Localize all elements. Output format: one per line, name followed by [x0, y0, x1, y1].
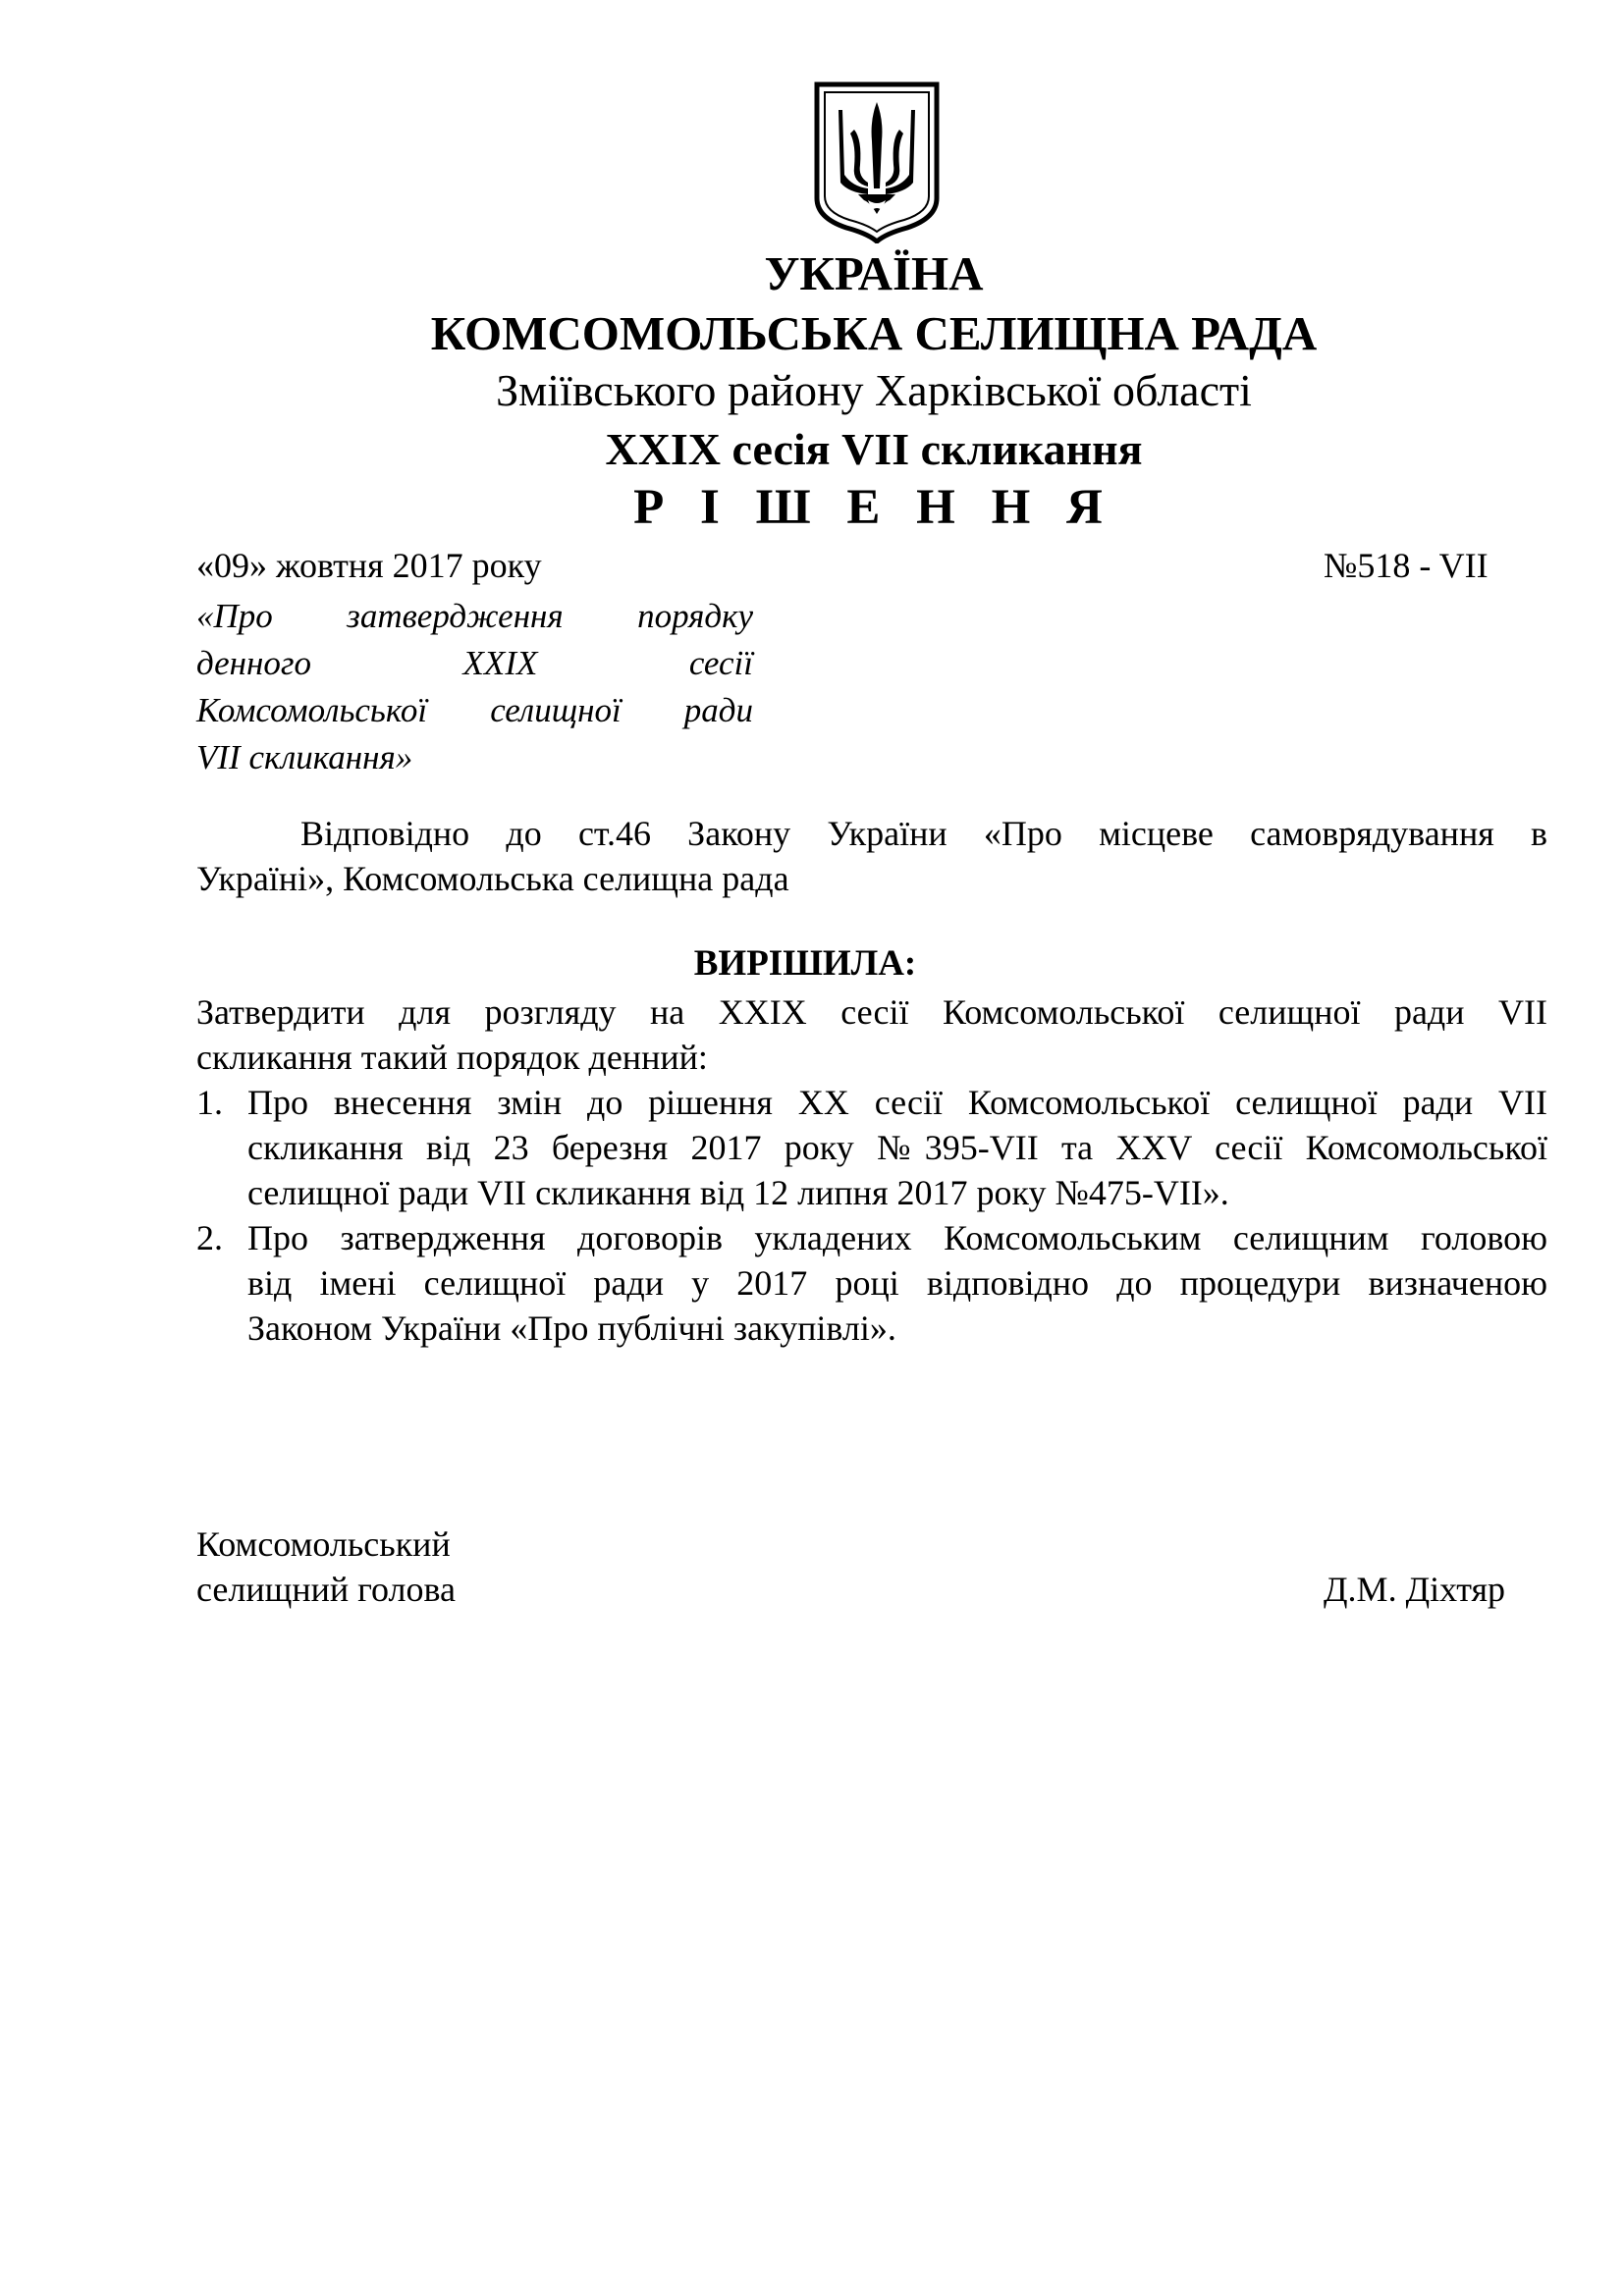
agenda-item-number: 1.: [196, 1083, 223, 1122]
agenda-item-line: Про внесення змін до рішення XX сесії Комсомольської селищної ради VII: [247, 1083, 1547, 1122]
preamble-line: Україні», Комсомольська селищна рада: [196, 859, 789, 898]
preamble-paragraph: [196, 811, 1547, 901]
preamble-line: Відповідно до ст.46 Закону України «Про місцеве самоврядування в: [300, 814, 1547, 853]
document-type: Р І Ш Е Н Н Я: [633, 480, 1114, 535]
intro-line: Затвердити для розгляду на XXIX сесії Комсомольської селищної ради VII: [196, 992, 1547, 1032]
trident-emblem-icon: [813, 80, 941, 243]
session-title: XXIX сесія VII скликання: [605, 424, 1143, 474]
signatory-title-line: Комсомольський: [196, 1524, 451, 1564]
signatory-title: [196, 1522, 456, 1612]
decision-date: «09» жовтня 2017 року: [196, 546, 542, 585]
signatory-name: Д.М. Діхтяр: [1324, 1570, 1506, 1609]
subject-line: VII скликання»: [196, 738, 413, 776]
subject-line: «Про затвердження порядку: [196, 597, 753, 635]
agenda-item-line: скликання від 23 березня 2017 року №395-VII та XXV сесії Комсомольської: [247, 1128, 1547, 1167]
signatory-title-line: селищний голова: [196, 1570, 457, 1609]
decision-subject: [196, 593, 753, 781]
agenda-item-line: Законом України «Про публічні закупівлі».: [247, 1308, 896, 1348]
district-subtitle: Зміївського району Харківської області: [496, 365, 1252, 415]
agenda-item: [196, 1215, 1547, 1351]
agenda-item: [196, 1080, 1547, 1215]
subject-line: денного XXIX сесії: [196, 644, 753, 682]
agenda-item-number: 2.: [196, 1218, 223, 1257]
agenda-item-line: селищної ради VII скликання від 12 липня 2017 року №475-VII».: [247, 1173, 1229, 1212]
intro-line: скликання такий порядок денний:: [196, 1038, 708, 1077]
country-title: УКРАЇНА: [764, 246, 984, 300]
decision-number: №518 - VII: [1324, 546, 1489, 585]
agenda-item-line: Про затвердження договорів укладених Комсомольським селищним головою: [247, 1218, 1547, 1257]
subject-line: Комсомольської селищної ради: [196, 691, 753, 729]
resolved-heading: ВИРІШИЛА:: [693, 943, 917, 984]
agenda-item-line: від імені селищної ради у 2017 році відповідно до процедури визначеною: [247, 1263, 1547, 1303]
resolved-intro: [196, 989, 1547, 1080]
council-title: КОМСОМОЛЬСЬКА СЕЛИЩНА РАДА: [430, 306, 1318, 360]
